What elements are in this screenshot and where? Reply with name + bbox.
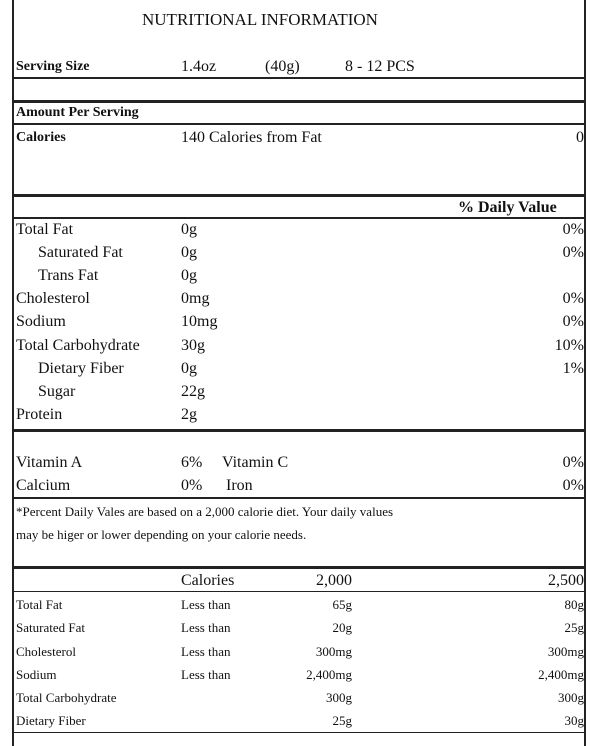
- footnote-line: may be higer or lower depending on your calorie needs.: [16, 527, 307, 542]
- nutrient-name: Dietary Fiber: [38, 360, 124, 377]
- nutrient-name: Sugar: [38, 383, 76, 400]
- reference-row-name: Total Carbohydrate: [16, 690, 117, 705]
- reference-row-qualifier: Less than: [181, 620, 231, 635]
- reference-row-name: Dietary Fiber: [16, 713, 86, 728]
- nutrient-daily-value: 0%: [562, 221, 584, 238]
- serving-size-grams: (40g): [265, 58, 300, 75]
- nutrient-amount: 10mg: [181, 313, 218, 330]
- nutrient-amount: 0g: [181, 267, 197, 284]
- reference-row-value: 300g: [326, 690, 352, 705]
- serving-size-pieces: 8 - 12 PCS: [345, 58, 415, 75]
- vitamin-percent: 6%: [181, 454, 203, 471]
- nutrient-name: Saturated Fat: [38, 244, 123, 261]
- reference-row-qualifier: Less than: [181, 597, 231, 612]
- nutrient-name: Sodium: [16, 313, 66, 330]
- divider-line: [14, 497, 586, 499]
- nutrient-name: Trans Fat: [38, 267, 99, 284]
- divider-line: [14, 217, 586, 219]
- vitamin-name: Calcium: [16, 477, 71, 494]
- nutrient-amount: 2g: [181, 406, 197, 423]
- label-title: NUTRITIONAL INFORMATION: [142, 10, 378, 29]
- nutrient-name: Cholesterol: [16, 290, 90, 307]
- divider-line: [14, 591, 586, 592]
- footnote-line: *Percent Daily Vales are based on a 2,000 calorie diet. Your daily values: [16, 504, 394, 519]
- nutrient-daily-value: 10%: [554, 337, 584, 354]
- nutrient-name: Protein: [16, 406, 63, 423]
- amount-per-serving-heading: Amount Per Serving: [16, 105, 139, 120]
- reference-row-value: 65g: [332, 597, 352, 612]
- divider-line: [14, 429, 586, 432]
- nutrient-daily-value: 0%: [562, 313, 584, 330]
- reference-row-name: Sodium: [16, 667, 57, 682]
- divider-line: [14, 194, 586, 197]
- serving-size-label: Serving Size: [16, 59, 90, 74]
- reference-row-value: 80g: [564, 597, 584, 612]
- divider-line: [14, 566, 586, 569]
- reference-row-qualifier: Less than: [181, 667, 231, 682]
- vitamin-name: Iron: [226, 477, 253, 494]
- reference-row-value: 20g: [332, 620, 352, 635]
- reference-row-name: Total Fat: [16, 597, 63, 612]
- vitamin-name: Vitamin C: [222, 454, 289, 471]
- reference-row-name: Saturated Fat: [16, 620, 85, 635]
- reference-calories-label: Calories: [181, 572, 235, 589]
- nutrient-daily-value: 0%: [562, 290, 584, 307]
- reference-row-value: 25g: [332, 713, 352, 728]
- reference-column-2500: 2,500: [548, 572, 584, 589]
- calories-from-fat-value: 0: [576, 129, 584, 146]
- nutrient-amount: 30g: [181, 337, 205, 354]
- reference-row-name: Cholesterol: [16, 644, 76, 659]
- reference-row-value: 300mg: [315, 644, 352, 659]
- nutrient-amount: 0g: [181, 221, 197, 238]
- nutrient-name: Total Carbohydrate: [16, 337, 140, 354]
- divider-line: [14, 123, 586, 125]
- nutrient-amount: 0g: [181, 244, 197, 261]
- divider-line: [14, 100, 586, 103]
- reference-row-value: 2,400mg: [538, 667, 584, 682]
- daily-value-header: % Daily Value: [458, 199, 557, 216]
- nutrient-name: Total Fat: [16, 221, 74, 238]
- reference-row-value: 300mg: [547, 644, 584, 659]
- vitamin-percent: 0%: [181, 477, 203, 494]
- nutrient-amount: 0g: [181, 360, 197, 377]
- nutrient-daily-value: 0%: [562, 244, 584, 261]
- reference-row-value: 25g: [564, 620, 584, 635]
- reference-row-qualifier: Less than: [181, 644, 231, 659]
- vitamin-percent: 0%: [562, 477, 584, 494]
- vitamin-name: Vitamin A: [16, 454, 83, 471]
- divider-line: [14, 77, 586, 79]
- reference-row-value: 300g: [558, 690, 584, 705]
- nutrient-amount: 0mg: [181, 290, 210, 307]
- calories-label: Calories: [16, 130, 66, 145]
- nutrient-daily-value: 1%: [562, 360, 584, 377]
- divider-line: [14, 732, 586, 733]
- reference-row-value: 2,400mg: [306, 667, 352, 682]
- reference-column-2000: 2,000: [316, 572, 352, 589]
- nutrient-amount: 22g: [181, 383, 205, 400]
- reference-row-value: 30g: [564, 713, 584, 728]
- vitamin-percent: 0%: [562, 454, 584, 471]
- serving-size-oz: 1.4oz: [181, 58, 217, 75]
- calories-value: 140 Calories from Fat: [181, 129, 322, 146]
